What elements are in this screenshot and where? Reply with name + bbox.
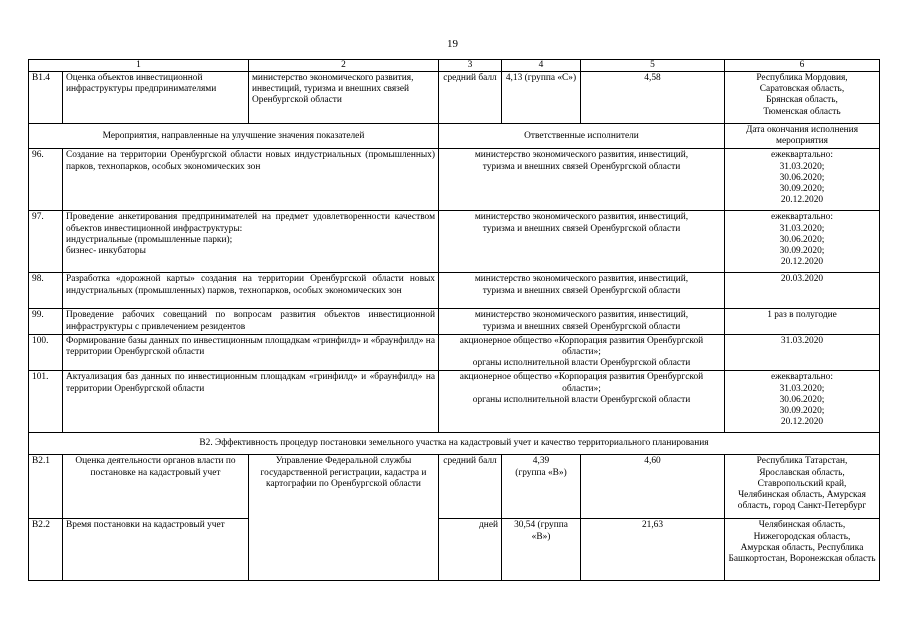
- measure-deadline: ежеквартально: 31.03.2020; 30.06.2020; 30.09.2020; 20.12.2020: [725, 211, 880, 273]
- indicator-unit: дней: [439, 519, 502, 581]
- measure-executor: акционерное общество «Корпорация развития Оренбургской области»; органы исполнительной власти Оренбургской области: [439, 371, 725, 433]
- measure-number: 101.: [29, 371, 63, 433]
- measure-number: 97.: [29, 211, 63, 273]
- indicator-row-b21: [29, 455, 880, 519]
- measure-text: Актуализация баз данных по инвестиционным площадкам «гринфилд» и «браунфилд» на территории Оренбургской области: [63, 371, 439, 433]
- measure-deadline: ежеквартально: 31.03.2020; 30.06.2020; 30.09.2020; 20.12.2020: [725, 371, 880, 433]
- col-number-2: 2: [249, 60, 439, 72]
- section-row-b2: [29, 433, 880, 455]
- indicator-target: 21,63: [581, 519, 725, 581]
- indicator-value: 4,13 (группа «С»): [502, 72, 581, 124]
- measure-text: Создание на территории Оренбургской области новых индустриальных (промышленных) парков, технопарков, особых экономических зон: [63, 149, 439, 211]
- measure-deadline: 1 раз в полугодие: [725, 309, 880, 334]
- indicator-regions: Республика Мордовия, Саратовская область, Брянская область, Тюменская область: [725, 72, 880, 124]
- indicator-unit: средний балл: [439, 72, 502, 124]
- measure-executor: акционерное общество «Корпорация развития Оренбургской области»; органы исполнительной власти Оренбургской области: [439, 334, 725, 371]
- indicator-responsible: министерство экономического развития, инвестиций, туризма и внешних связей Оренбургской области: [249, 72, 439, 124]
- measures-header-row: [29, 124, 880, 149]
- measure-number: 100.: [29, 334, 63, 371]
- measure-executor: министерство экономического развития, инвестиций, туризма и внешних связей Оренбургской области: [439, 309, 725, 334]
- indicator-code: В2.2: [29, 519, 63, 581]
- col-number-3: 3: [439, 60, 502, 72]
- indicator-row-b14: [29, 72, 880, 124]
- indicators-table: [28, 59, 880, 581]
- col-number-5: 5: [581, 60, 725, 72]
- col-number-6: 6: [725, 60, 880, 72]
- measure-deadline: 20.03.2020: [725, 273, 880, 309]
- measure-row: [29, 211, 880, 273]
- indicator-code: В1.4: [29, 72, 63, 124]
- indicator-target: 4,60: [581, 455, 725, 519]
- measure-row: [29, 273, 880, 309]
- indicator-row-b22: [29, 519, 880, 581]
- column-numbers-row: [29, 60, 880, 72]
- measures-header-executors: Ответственные исполнители: [439, 124, 725, 149]
- measure-number: 99.: [29, 309, 63, 334]
- measure-row: [29, 309, 880, 334]
- indicator-regions: Челябинская область, Нижегородская область, Амурская область, Республика Башкортостан, Воронежская область: [725, 519, 880, 581]
- indicator-name: Оценка деятельности органов власти по постановке на кадастровый учет: [63, 455, 249, 519]
- measure-deadline: ежеквартально: 31.03.2020; 30.06.2020; 30.09.2020; 20.12.2020: [725, 149, 880, 211]
- measure-number: 96.: [29, 149, 63, 211]
- measure-executor: министерство экономического развития, инвестиций, туризма и внешних связей Оренбургской области: [439, 211, 725, 273]
- indicator-responsible: Управление Федеральной службы государственной регистрации, кадастра и картографии по Оренбургской области: [249, 455, 439, 581]
- measure-row: [29, 149, 880, 211]
- measure-deadline: 31.03.2020: [725, 334, 880, 371]
- measure-row: [29, 371, 880, 433]
- indicator-name: Время постановки на кадастровый учет: [63, 519, 249, 581]
- indicator-target: 4,58: [581, 72, 725, 124]
- indicator-value: 4,39 (группа «В»): [502, 455, 581, 519]
- measure-number: 98.: [29, 273, 63, 309]
- indicator-name: Оценка объектов инвестиционной инфраструктуры предпринимателями: [63, 72, 249, 124]
- measure-executor: министерство экономического развития, инвестиций, туризма и внешних связей Оренбургской области: [439, 273, 725, 309]
- measure-text: Проведение рабочих совещаний по вопросам развития объектов инвестиционной инфраструктуры с привлечением резидентов: [63, 309, 439, 334]
- measure-executor: министерство экономического развития, инвестиций, туризма и внешних связей Оренбургской области: [439, 149, 725, 211]
- measure-text: Разработка «дорожной карты» создания на территории Оренбургской области новых индустриальных (промышленных) парков, технопарков, особых экономических зон: [63, 273, 439, 309]
- measure-text: Формирование базы данных по инвестиционным площадкам «гринфилд» и «браунфилд» на территории Оренбургской области: [63, 334, 439, 371]
- indicator-regions: Республика Татарстан, Ярославская область, Ставропольский край, Челябинская область, Амурская область, город Санкт-Петербург: [725, 455, 880, 519]
- measures-header-deadline: Дата окончания исполнения мероприятия: [725, 124, 880, 149]
- col-number-4: 4: [502, 60, 581, 72]
- measures-header-activities: Мероприятия, направленные на улучшение значения показателей: [29, 124, 439, 149]
- section-title: В2. Эффективность процедур постановки земельного участка на кадастровый учет и качество территориального планирования: [29, 433, 880, 455]
- indicator-unit: средний балл: [439, 455, 502, 519]
- measure-row: [29, 334, 880, 371]
- page-number: 19: [447, 38, 458, 50]
- indicator-code: В2.1: [29, 455, 63, 519]
- measure-text: Проведение анкетирования предпринимателей на предмет удовлетворенности качеством объектов инвестиционной инфраструктуры: индустриальные (промышленные парки); бизнес- инкубаторы: [63, 211, 439, 273]
- indicator-value: 30,54 (группа «В»): [502, 519, 581, 581]
- col-number-1: 1: [29, 60, 249, 72]
